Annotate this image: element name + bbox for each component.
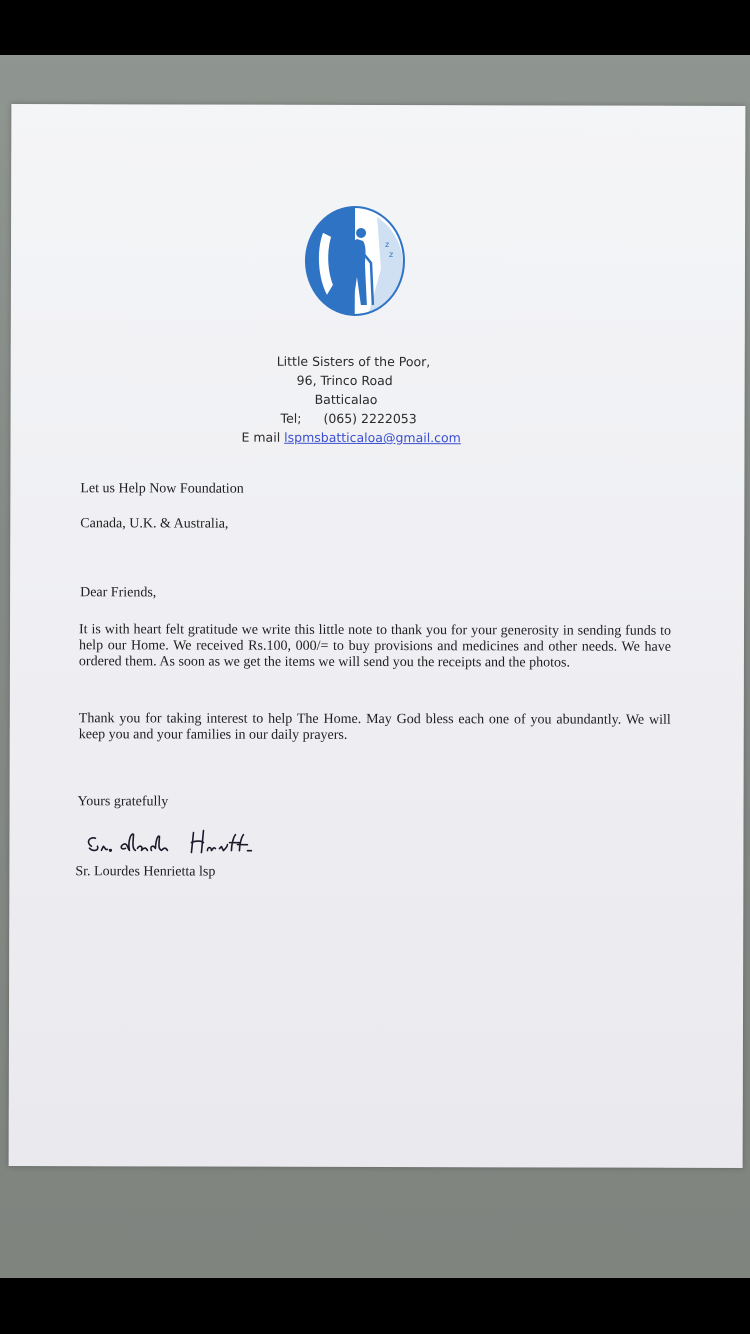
letterhead-address: 96, Trinco Road — [296, 372, 393, 389]
bottom-black-bar — [0, 1278, 750, 1334]
organization-logo — [303, 205, 407, 317]
document-photo — [0, 55, 750, 1278]
signer-name: Sr. Lourdes Henrietta lsp — [75, 864, 216, 880]
letterhead-telephone — [281, 411, 417, 426]
top-black-bar — [0, 0, 750, 55]
letterhead-email — [242, 430, 461, 446]
svg-text:z: z — [388, 250, 394, 260]
letterhead-organization: Little Sisters of the Poor, — [276, 353, 431, 370]
tel-label: Tel; — [280, 410, 302, 426]
svg-text:z: z — [385, 240, 390, 250]
handwritten-signature — [81, 826, 291, 859]
recipient-name: Let us Help Now Foundation — [80, 481, 244, 497]
tel-number: (065) 2222053 — [323, 410, 417, 427]
letterhead-city: Batticalao — [314, 391, 378, 408]
letter-paragraph-1: It is with heart felt gratitude we write this little note to thank you for your generosity in sending funds to help our Home. We received Rs.100, 000/= to buy provisions and medicines and other needs. We have ordered them. As soon as we get the items we will send you the receipts and the photos. — [78, 622, 672, 671]
recipient-location: Canada, U.K. & Australia, — [80, 516, 229, 532]
letter-paragraph-2: Thank you for taking interest to help The Home. May God bless each one of you abundantly. We will keep you and your families in our daily prayers. — [78, 711, 671, 743]
email-link[interactable]: lspmsbatticaloa@gmail.com — [284, 429, 461, 446]
email-label: E mail — [241, 429, 281, 445]
closing: Yours gratefully — [77, 794, 169, 810]
letter-paper — [9, 104, 746, 1168]
salutation: Dear Friends, — [80, 585, 157, 601]
